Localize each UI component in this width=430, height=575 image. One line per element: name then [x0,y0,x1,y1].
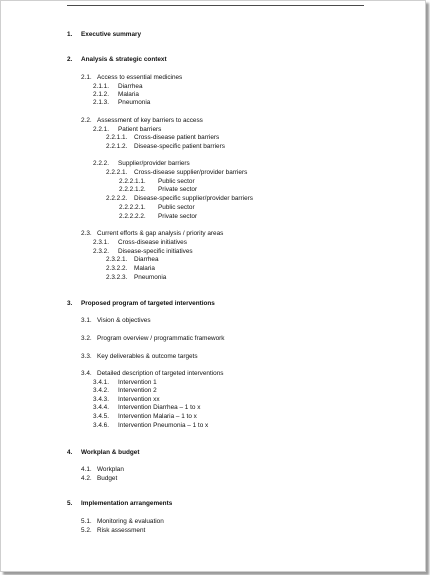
toc-entry-title: Cross-disease supplier/provider barriers [134,169,248,176]
toc-entry-title: Private sector [158,213,198,220]
toc-entry-title: Monitoring & evaluation [97,518,164,525]
toc-entry-number: 4. [67,449,73,456]
toc-entry-title: Intervention 2 [118,387,157,394]
toc-entry-number: 2.1.1. [93,83,109,90]
toc-entry-title: Disease-specific patient barriers [134,143,225,150]
toc-entry-number: 3.4.1. [93,379,109,386]
toc-entry-number: 3.4.3. [93,396,109,403]
toc-entry-number: 2.2.2.2.1. [119,204,146,211]
toc-entry-title: Vision & objectives [97,317,151,324]
toc-entry-number: 5.1. [81,518,92,525]
toc-entry-title: Intervention Malaria – 1 to x [118,413,197,420]
toc-entry-number: 2.2.2.1.2. [119,186,146,193]
toc-entry-number: 2.2.2.2. [106,195,128,202]
toc-entry-title: Executive summary [81,31,142,38]
toc-entry-title: Malaria [134,265,155,272]
toc-entry-number: 3. [67,300,73,307]
toc-entry-title: Pneumonia [134,274,167,281]
toc-entry-number: 2.3.2. [93,248,109,255]
toc-entry-title: Disease-specific supplier/provider barriers [134,195,253,202]
toc-entry-number: 2.3.1. [93,239,109,246]
toc-entry-title: Access to essential medicines [97,74,183,81]
toc-entry-number: 2.1.2. [93,91,109,98]
toc-entry-number: 3.3. [81,353,92,360]
toc-entry-title: Program overview / programmatic framework [97,335,225,342]
toc-entry-title: Current efforts & gap analysis / priority areas [97,230,224,237]
toc-entry-number: 2.2. [81,117,92,124]
toc-entry-title: Implementation arrangements [81,500,173,507]
toc-entry-title: Malaria [118,91,139,98]
toc-entry-title: Public sector [158,204,195,211]
toc-entry-number: 2.3.2.1. [106,256,128,263]
toc-entry-title: Diarrhea [118,83,143,90]
toc-entry-number: 3.1. [81,317,92,324]
toc-entry-number: 2.2.2.1. [106,169,128,176]
toc-entry-number: 4.2. [81,475,92,482]
toc-entry-number: 2.1. [81,74,92,81]
toc-entry-number: 2.2.1.2. [106,143,128,150]
toc-entry-number: 3.4. [81,370,92,377]
toc-entry-title: Workplan [97,466,124,473]
toc-entry-number: 3.2. [81,335,92,342]
toc-entry-title: Cross-disease patient barriers [134,134,220,141]
toc-entry-title: Intervention xx [118,396,160,403]
toc-entry-number: 2.3.2.3. [106,274,128,281]
toc-entry-title: Budget [97,475,118,482]
toc-entry-title: Analysis & strategic context [81,56,167,63]
toc-entry-title: Intervention 1 [118,379,157,386]
toc-entry-number: 2. [67,56,73,63]
toc-entry-number: 5.2. [81,527,92,534]
table-of-contents [1,1,425,571]
toc-entry-title: Cross-disease initiatives [118,239,187,246]
toc-entry-title: Proposed program of targeted interventions [81,300,215,307]
toc-entry-title: Pneumonia [118,99,151,106]
toc-entry-title: Intervention Diarrhea – 1 to x [118,404,201,411]
toc-entry-number: 1. [67,31,73,38]
toc-entry-title: Key deliverables & outcome targets [97,353,198,360]
toc-entry-title: Assessment of key barriers to access [97,117,203,124]
toc-entry-title: Disease-specific initiatives [118,248,193,255]
toc-entry-title: Private sector [158,186,198,193]
toc-entry-number: 5. [67,500,73,507]
toc-entry-number: 2.3.2.2. [106,265,128,272]
toc-entry-number: 3.4.2. [93,387,109,394]
toc-entry-title: Intervention Pneumonia – 1 to x [118,422,209,429]
toc-entry-number: 3.4.5. [93,413,109,420]
toc-entry-number: 2.1.3. [93,99,109,106]
toc-entry-number: 2.2.1. [93,126,109,133]
toc-entry-number: 2.2.1.1. [106,134,128,141]
toc-entry-title: Detailed description of targeted interventions [97,370,224,377]
toc-entry-number: 2.2.2.1.1. [119,178,146,185]
toc-entry-title: Supplier/provider barriers [118,160,190,167]
toc-entry-title: Workplan & budget [81,449,140,456]
toc-entry-title: Patient barriers [118,126,162,133]
toc-entry-title: Risk assessment [97,527,146,534]
toc-entry-number: 3.4.6. [93,422,109,429]
toc-entry-number: 2.3. [81,230,92,237]
toc-entry-title: Public sector [158,178,195,185]
toc-entry-number: 4.1. [81,466,92,473]
toc-entry-title: Diarrhea [134,256,159,263]
toc-entry-number: 2.2.2.2.2. [119,213,146,220]
toc-entry-number: 2.2.2. [93,160,109,167]
toc-entry-number: 3.4.4. [93,404,109,411]
